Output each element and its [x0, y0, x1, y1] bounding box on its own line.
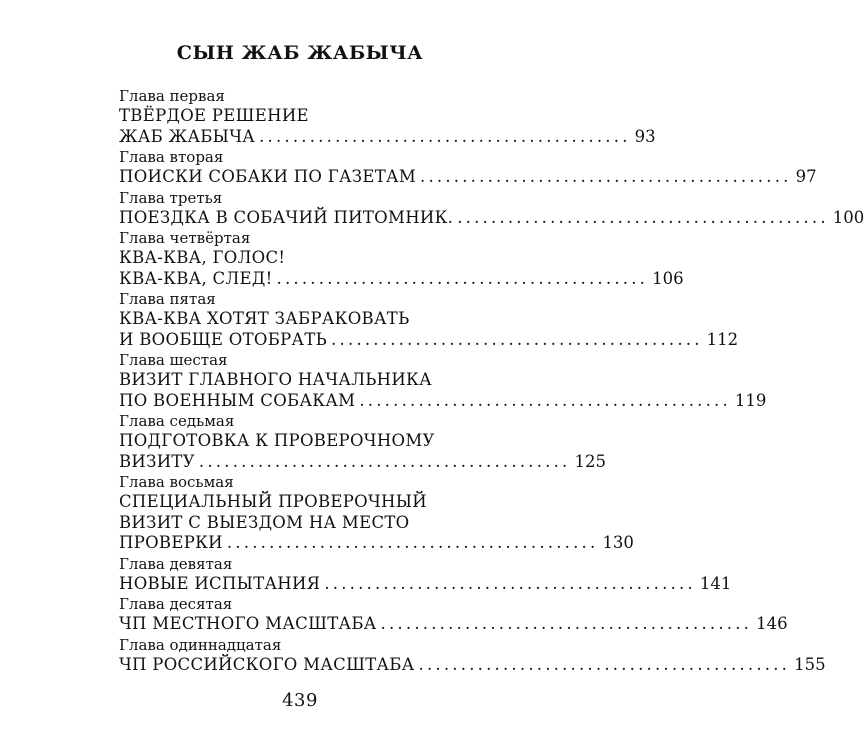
- dot-leader: ............................................: [359, 390, 731, 410]
- toc-entry: [119, 147, 817, 188]
- chapter-page-number: 130: [602, 533, 634, 552]
- chapter-title-line: КВА-КВА, ГОЛОС!: [119, 248, 286, 267]
- chapter-title-text: ЧП РОССИЙСКОГО МАСШТАБА: [119, 654, 415, 674]
- chapter-title-text: ВИЗИТУ: [119, 451, 195, 471]
- chapter-title-last-line: [119, 390, 767, 412]
- chapter-title-last-line: [119, 654, 826, 676]
- chapter-page-number: 112: [706, 329, 739, 349]
- chapter-label: Глава восьмая: [119, 473, 234, 491]
- chapter-label: Глава третья: [119, 188, 223, 207]
- chapter-label: Глава первая: [119, 87, 225, 105]
- chapter-title-text: ПОИСКИ СОБАКИ ПО ГАЗЕТАМ: [119, 167, 417, 186]
- chapter-title-line: ПОДГОТОВКА К ПРОВЕРОЧНОМУ: [119, 431, 435, 450]
- chapter-title-last-line: [119, 533, 634, 554]
- chapter-label: Глава девятая: [119, 554, 233, 573]
- page-title: СЫН ЖАБ ЖАБЫЧА: [176, 42, 424, 64]
- chapter-title-line: ВИЗИТ С ВЫЕЗДОМ НА МЕСТО: [119, 512, 410, 532]
- chapter-title-line: ВИЗИТ ГЛАВНОГО НАЧАЛЬНИКА: [119, 370, 432, 389]
- chapter-label: Глава десятая: [119, 595, 233, 613]
- chapter-title-line: КВА-КВА ХОТЯТ ЗАБРАКОВАТЬ: [119, 309, 410, 328]
- chapter-page-number: 125: [574, 451, 606, 471]
- chapter-page-number: 93: [634, 126, 656, 146]
- chapter-title-text: КВА-КВА, СЛЕД!: [119, 268, 273, 288]
- chapter-title-last-line: [119, 126, 656, 148]
- chapter-label: Глава четвёртая: [119, 229, 251, 247]
- chapter-title-last-line: [119, 451, 606, 473]
- toc-entry: [119, 350, 767, 411]
- page-number: 439: [282, 690, 318, 711]
- dot-leader: ............................................: [226, 533, 599, 552]
- toc-entry: [119, 411, 606, 472]
- chapter-label: Глава одиннадцатая: [119, 635, 282, 654]
- dot-leader: ............................................: [331, 329, 703, 349]
- dot-leader: ............................................: [198, 451, 571, 471]
- chapter-label: Глава пятая: [119, 290, 216, 308]
- chapter-page-number: 155: [794, 654, 826, 674]
- dot-leader: ............................................: [324, 573, 696, 593]
- chapter-page-number: 100: [832, 207, 864, 227]
- chapter-title-text: И ВООБЩЕ ОТОБРАТЬ: [119, 329, 328, 349]
- chapter-page-number: 97: [795, 167, 817, 186]
- toc-entry: [119, 594, 788, 635]
- chapter-page-number: 146: [756, 614, 788, 633]
- chapter-title-text: ПОЕЗДКА В СОБАЧИЙ ПИТОМНИК.: [119, 207, 454, 227]
- chapter-title-line: СПЕЦИАЛЬНЫЙ ПРОВЕРОЧНЫЙ: [119, 492, 427, 511]
- dot-leader: ............................................: [259, 126, 631, 146]
- chapter-title-text: НОВЫЕ ИСПЫТАНИЯ: [119, 573, 321, 593]
- chapter-title-last-line: [119, 207, 864, 229]
- toc-entry: [119, 472, 634, 554]
- toc-entry: [119, 228, 684, 289]
- chapter-page-number: 106: [652, 268, 684, 288]
- dot-leader: ............................................: [420, 167, 792, 186]
- toc-entry: [119, 289, 739, 350]
- table-of-contents: [119, 86, 864, 675]
- chapter-label: Глава вторая: [119, 148, 224, 166]
- chapter-title-text: ЖАБ ЖАБЫЧА: [119, 126, 256, 146]
- chapter-title-last-line: [119, 268, 684, 290]
- chapter-title-last-line: [119, 614, 788, 635]
- chapter-title-line: ТВЁРДОЕ РЕШЕНИЕ: [119, 106, 309, 125]
- dot-leader: ............................................: [418, 654, 791, 674]
- dot-leader: ............................................: [457, 207, 829, 227]
- dot-leader: ............................................: [276, 268, 649, 288]
- chapter-title-text: ПРОВЕРКИ: [119, 533, 223, 552]
- toc-entry: [119, 86, 656, 147]
- dot-leader: ............................................: [380, 614, 753, 633]
- chapter-label: Глава шестая: [119, 351, 228, 369]
- toc-entry: [119, 188, 864, 229]
- chapter-title-last-line: [119, 573, 732, 595]
- toc-entry: [119, 635, 826, 676]
- toc-entry: [119, 554, 732, 595]
- chapter-title-text: ПО ВОЕННЫМ СОБАКАМ: [119, 390, 356, 410]
- chapter-page-number: 141: [699, 573, 732, 593]
- chapter-title-last-line: [119, 329, 739, 351]
- chapter-title-last-line: [119, 167, 817, 188]
- chapter-label: Глава седьмая: [119, 412, 235, 430]
- chapter-page-number: 119: [734, 390, 767, 410]
- chapter-title-text: ЧП МЕСТНОГО МАСШТАБА: [119, 614, 377, 633]
